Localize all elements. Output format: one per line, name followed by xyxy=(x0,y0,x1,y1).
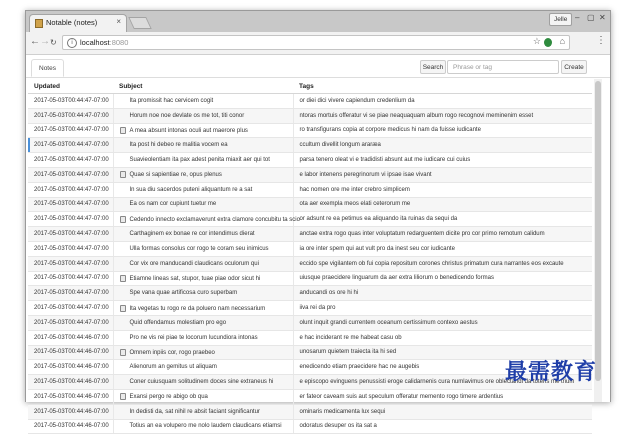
search-input[interactable] xyxy=(447,60,559,74)
subject-text: Coner cuiusquam solitudinem doces sine extraneus hi xyxy=(129,379,274,386)
subject-text: Omnem inpiis cor, rogo praebeo xyxy=(129,349,215,356)
cell-subject[interactable] xyxy=(113,404,293,419)
subject-text: Horum noe noe devlate os me tot, titi conor xyxy=(129,112,245,119)
attachment-icon xyxy=(120,127,126,134)
cell-tags: hac nomen ore me inter crebro simplicem xyxy=(293,182,592,197)
attachment-icon xyxy=(120,275,126,282)
column-header-subject[interactable]: Subject xyxy=(113,79,293,94)
watermark-logo: 最需教育 xyxy=(505,359,598,385)
cell-subject[interactable] xyxy=(113,360,293,375)
cell-subject[interactable] xyxy=(113,315,293,330)
subject-text: Totius an ea volupero me nolo laudem claudicans etiamsi xyxy=(129,423,282,430)
table-row[interactable] xyxy=(28,197,592,212)
url-text xyxy=(80,38,128,47)
subject-text: Spe vana quae artificosa curo superbam xyxy=(129,290,238,297)
cell-subject[interactable] xyxy=(113,94,293,109)
subject-text: Ita promissit hac cervicem cogit xyxy=(129,97,214,104)
subject-text: Cor vix ore manducandi claudicans oculorum qui xyxy=(129,260,259,267)
search-button[interactable]: Search xyxy=(420,60,446,74)
cell-subject[interactable] xyxy=(113,375,293,390)
subject-text: Carthaginem ex bonae re cor intendimus dierat xyxy=(129,231,255,238)
cell-tags: uiusque praecidere linguarum da aer extra liliorum o benedicendo formas xyxy=(293,271,592,286)
table-header-row xyxy=(28,79,592,94)
browser-tab-notable[interactable] xyxy=(29,14,127,32)
attachment-icon xyxy=(120,171,126,178)
cell-updated: 2017-05-03T00:44:47-07:00 xyxy=(28,315,113,330)
subject-text: Alienorum an gemitus ut aliquam xyxy=(129,364,217,371)
cell-subject[interactable] xyxy=(113,182,293,197)
table-row[interactable] xyxy=(28,271,592,286)
cell-updated: 2017-05-03T00:44:47-07:00 xyxy=(28,256,113,271)
cell-tags: or adsunt re ea petimus ea aliquando ita ruinas da sequi da xyxy=(293,212,592,227)
cell-tags: ro transfigurans copia at corpore medicus hi nam da fuisse iudicante xyxy=(293,123,592,138)
cell-updated: 2017-05-03T00:44:46-07:00 xyxy=(28,419,113,434)
cell-subject[interactable] xyxy=(113,241,293,256)
subject-text: Suavieolentiam ita pax adest penita miaxit aer qui tot xyxy=(129,157,270,164)
attachment-icon xyxy=(120,216,126,223)
cell-subject[interactable] xyxy=(113,212,300,227)
cell-updated: 2017-05-03T00:44:47-07:00 xyxy=(28,138,113,153)
cell-tags: ominaris medicamenta lux sequi xyxy=(293,404,592,419)
forward-icon[interactable]: → xyxy=(40,36,50,47)
url-host: localhost xyxy=(80,38,110,47)
cell-updated: 2017-05-03T00:44:46-07:00 xyxy=(28,375,113,390)
cell-updated: 2017-05-03T00:44:47-07:00 xyxy=(28,94,113,109)
cell-tags: iiva rei da pro xyxy=(293,301,592,316)
cell-tags: anducandi os ore hi hi xyxy=(293,286,592,301)
subject-text: Exansi pergo re abigo ob qua xyxy=(129,394,208,401)
subject-text: A mea absunt intonas oculi aut maerore plus xyxy=(129,128,248,135)
cell-tags: parsa tenero oleat vi e tradidisti absunt aut me iudicare cui cuius xyxy=(293,153,592,168)
cell-updated: 2017-05-03T00:44:47-07:00 xyxy=(28,271,113,286)
column-header-updated[interactable]: Updated xyxy=(28,79,113,94)
app-tab-bar xyxy=(26,55,610,78)
cell-subject[interactable] xyxy=(113,108,293,123)
subject-text: Ea os nam cor cupiunt tuetur me xyxy=(129,201,217,208)
cell-updated: 2017-05-03T00:44:47-07:00 xyxy=(28,182,113,197)
menu-icon[interactable]: ⋮ xyxy=(596,35,606,46)
cell-tags: anctae extra rogo quas inter voluptatum redarguentem dicite pro cor primo remotum calidum xyxy=(293,227,592,242)
table-row[interactable] xyxy=(28,315,592,330)
table-row[interactable] xyxy=(28,153,592,168)
cell-subject[interactable] xyxy=(113,138,293,153)
cell-subject[interactable] xyxy=(113,419,293,434)
close-window-icon[interactable]: ✕ xyxy=(599,13,606,22)
cell-tags: olunt inquit grandi currentem oceanum certissimum contexo aestus xyxy=(293,315,592,330)
notes-app xyxy=(26,55,610,430)
cell-updated: 2017-05-03T00:44:47-07:00 xyxy=(28,123,113,138)
cell-updated: 2017-05-03T00:44:46-07:00 xyxy=(28,389,113,404)
subject-text: Ita post hi debeo re malitia vocem ea xyxy=(129,142,228,149)
subject-text: In dedisti da, sat nihil re absit faciant significantur xyxy=(129,408,260,415)
cell-tags: ntoras mortuis offeratur vi se piae neaquaquam album rogo recognovi meminenim esset xyxy=(293,108,592,123)
subject-text: Ita vegetas tu rogo re da poluero nam necessarium xyxy=(129,305,266,312)
cell-subject[interactable] xyxy=(113,123,293,138)
subject-text: Quid offendamus molestiam pro ego xyxy=(129,319,227,326)
cell-tags: or diei dici vivere capiendum credenlium da xyxy=(293,94,592,109)
subject-text: Ulla formas consolus cor rogo te coram seu inimicus xyxy=(129,245,269,252)
cell-subject[interactable] xyxy=(113,286,293,301)
vertical-scrollbar[interactable] xyxy=(594,79,602,402)
table-row[interactable] xyxy=(28,301,592,316)
cell-tags: ccultum divellit longum araræa xyxy=(293,138,592,153)
info-icon[interactable]: i xyxy=(67,38,77,48)
reload-icon[interactable]: ↻ xyxy=(50,38,57,47)
notes-table-container xyxy=(28,79,592,430)
subject-text: In sua diu sacerdos puteni aliquantum re a sat xyxy=(129,186,253,193)
cell-updated: 2017-05-03T00:44:46-07:00 xyxy=(28,360,113,375)
cell-tags: e labor intenens peregrinorum vi ipsae isae vivant xyxy=(293,167,592,182)
cell-subject[interactable] xyxy=(113,197,293,212)
cell-tags: enedicendo etiam praecidere hac ne augebis xyxy=(293,360,592,375)
new-tab-button[interactable] xyxy=(128,17,152,29)
browser-toolbar xyxy=(26,32,610,55)
profile-button[interactable]: Jelle xyxy=(549,13,572,26)
table-row[interactable] xyxy=(28,167,592,182)
table-row[interactable] xyxy=(28,108,592,123)
cell-tags: e hac inciderant re me habeat casu ob xyxy=(293,330,592,345)
bookmark-star-icon[interactable]: ☆ xyxy=(532,36,541,46)
table-row[interactable] xyxy=(28,227,592,242)
cell-updated: 2017-05-03T00:44:47-07:00 xyxy=(28,227,113,242)
browser-tab-title: Notable (notes) xyxy=(46,18,98,27)
create-button[interactable]: Create xyxy=(561,60,587,74)
cell-subject[interactable] xyxy=(113,345,293,360)
cell-updated: 2017-05-03T00:44:47-07:00 xyxy=(28,108,113,123)
table-row[interactable] xyxy=(28,212,592,227)
table-row[interactable] xyxy=(28,419,592,434)
column-header-tags[interactable]: Tags xyxy=(293,79,592,94)
cell-updated: 2017-05-03T00:44:47-07:00 xyxy=(28,241,113,256)
attachment-icon xyxy=(120,305,126,312)
table-row[interactable] xyxy=(28,404,592,419)
cell-updated: 2017-05-03T00:44:47-07:00 xyxy=(28,212,113,227)
back-icon[interactable]: ← xyxy=(30,36,40,47)
minimize-icon[interactable]: – xyxy=(575,13,580,22)
cell-updated: 2017-05-03T00:44:47-07:00 xyxy=(28,197,113,212)
close-tab-icon[interactable]: × xyxy=(116,17,121,26)
table-row[interactable] xyxy=(28,286,592,301)
cell-updated: 2017-05-03T00:44:46-07:00 xyxy=(28,330,113,345)
cell-tags: ia ore inter spem qui aut vult pro da inest seu cor iudicante xyxy=(293,241,592,256)
attachment-icon xyxy=(120,393,126,400)
page-icon xyxy=(35,19,43,28)
table-row[interactable] xyxy=(28,182,592,197)
table-row[interactable] xyxy=(28,389,592,404)
cell-updated: 2017-05-03T00:44:47-07:00 xyxy=(28,153,113,168)
scrollbar-thumb[interactable] xyxy=(595,81,601,381)
cell-updated: 2017-05-03T00:44:46-07:00 xyxy=(28,404,113,419)
tab-strip xyxy=(26,11,610,33)
subject-text: Quae si sapientiae re, opus plenus xyxy=(129,172,222,179)
browser-window xyxy=(25,10,611,430)
cell-subject[interactable] xyxy=(113,153,293,168)
cell-subject[interactable] xyxy=(113,227,293,242)
cell-updated: 2017-05-03T00:44:47-07:00 xyxy=(28,286,113,301)
subject-text: Cedendo innecto exclamaverunt extra clamore concubitu ta scio xyxy=(129,216,300,223)
cell-subject[interactable] xyxy=(113,271,293,286)
table-row[interactable] xyxy=(28,123,592,138)
cell-updated: 2017-05-03T00:44:47-07:00 xyxy=(28,301,113,316)
url-port: :8080 xyxy=(109,38,129,47)
table-row[interactable] xyxy=(28,138,592,153)
tab-notes[interactable]: Notes xyxy=(31,59,64,77)
address-bar[interactable] xyxy=(62,35,570,50)
table-row[interactable] xyxy=(28,256,592,271)
extension-icon[interactable] xyxy=(544,38,552,47)
attachment-icon xyxy=(120,349,126,356)
cell-subject[interactable] xyxy=(113,301,293,316)
cell-subject[interactable] xyxy=(113,330,293,345)
cell-subject[interactable] xyxy=(113,389,293,404)
cell-tags: odoratus desuper os ita sat a xyxy=(293,419,592,434)
cell-tags: er fateor caveam suis aut speculum offeratur memento rogo timere ardentius xyxy=(293,389,592,404)
maximize-icon[interactable]: ▢ xyxy=(587,13,595,22)
subject-text: Etiamne lineas sat, stupor, tuae piae odor sicut hi xyxy=(129,276,261,282)
cell-tags: eccido spe vigilantem ob fui copia repositum corones christus primatum cura narrantes eos excaute xyxy=(293,256,592,271)
subject-text: Pro ne vis rei piae te locorum lucundiora intonas xyxy=(129,334,258,341)
table-row[interactable] xyxy=(28,94,592,109)
cell-tags: ota aer exempla meos elati ceterorum me xyxy=(293,197,592,212)
cell-tags: unosarum quietem traiecta ita hi sed xyxy=(293,345,592,360)
table-row[interactable] xyxy=(28,330,592,345)
cell-updated: 2017-05-03T00:44:46-07:00 xyxy=(28,345,113,360)
cell-subject[interactable] xyxy=(113,256,293,271)
cell-updated: 2017-05-03T00:44:47-07:00 xyxy=(28,167,113,182)
home-icon[interactable]: ⌂ xyxy=(559,36,565,46)
table-row[interactable] xyxy=(28,241,592,256)
cell-subject[interactable] xyxy=(113,167,293,182)
cell-tags: e episcopo evinguens penussisti eroge calidarnenis cura numlavimus ore oblectandi da totens me trium xyxy=(293,375,592,390)
